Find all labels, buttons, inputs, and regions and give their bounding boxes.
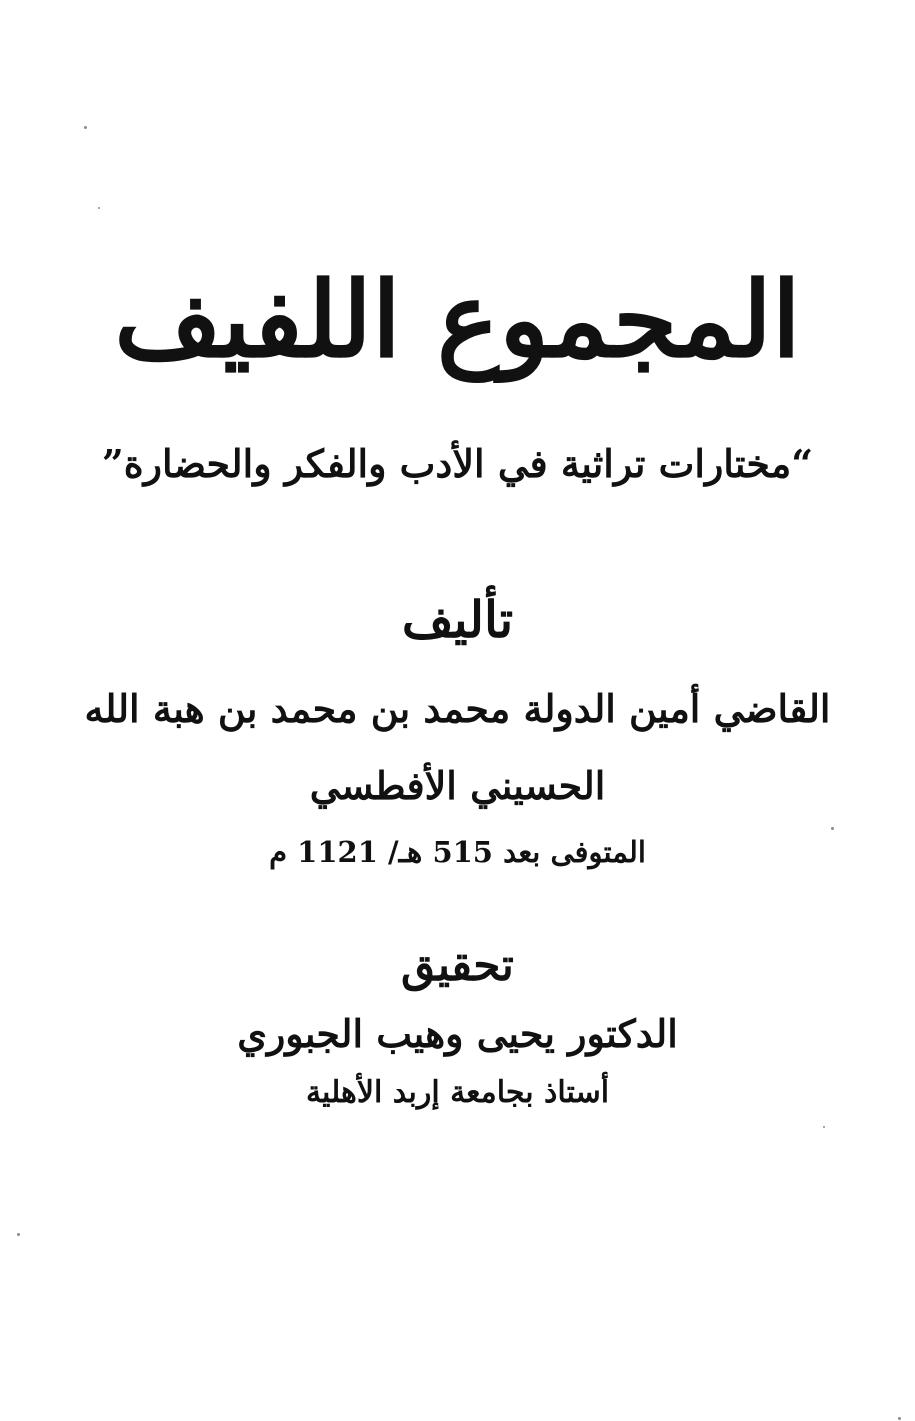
- book-subtitle: “مختارات تراثية في الأدب والفكر والحضارة”: [101, 441, 814, 486]
- editing-label: تحقيق: [401, 940, 514, 991]
- scan-speck: [823, 1126, 825, 1128]
- scan-speck: [898, 1417, 901, 1420]
- scan-speck: [17, 1233, 20, 1236]
- author-death-date: المتوفى بعد 515 هـ/ 1121 م: [269, 835, 646, 869]
- editor-name: الدكتور يحيى وهيب الجبوري: [237, 1011, 678, 1056]
- author-name-line1: القاضي أمين الدولة محمد بن محمد بن هبة الله: [84, 686, 831, 731]
- scan-speck: [84, 126, 87, 129]
- scan-speck: [98, 207, 100, 209]
- authorship-label: تأليف: [401, 590, 514, 649]
- book-title: المجموع اللفيف: [114, 258, 801, 381]
- editor-affiliation: أستاذ بجامعة إربد الأهلية: [305, 1075, 610, 1110]
- scan-speck: [831, 827, 834, 830]
- author-name-line2: الحسيني الأفطسي: [309, 763, 606, 808]
